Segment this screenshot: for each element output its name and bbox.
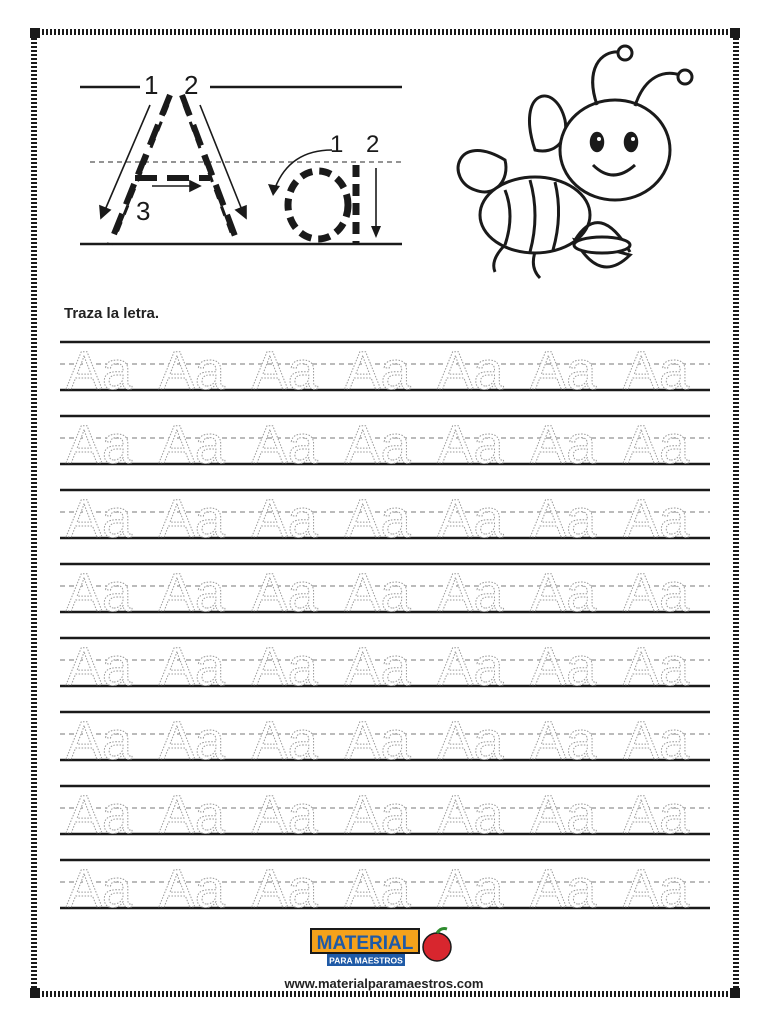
trace-letter-pair: Aa [66, 637, 133, 697]
trace-letter-pair: Aa [158, 341, 225, 401]
trace-letter-pair: Aa [251, 785, 318, 845]
apple-icon [423, 933, 451, 961]
trace-letter-pair: Aa [623, 711, 690, 771]
trace-letter-pair: Aa [437, 637, 504, 697]
trace-letter-pair: Aa [437, 341, 504, 401]
bee-illustration [435, 40, 705, 290]
footer [0, 925, 768, 991]
trace-letter-pair: Aa [158, 785, 225, 845]
trace-letter-pair: Aa [251, 489, 318, 549]
trace-letter-pair: Aa [344, 637, 411, 697]
letter-model-section [60, 50, 720, 300]
trace-letter-pair: Aa [344, 859, 411, 919]
trace-letter-pair: Aa [66, 711, 133, 771]
trace-letter-pair: Aa [623, 563, 690, 623]
trace-letter-pair: Aa [66, 563, 133, 623]
trace-letter-pair: Aa [344, 563, 411, 623]
trace-letter-pair: Aa [530, 711, 597, 771]
tracing-rows [60, 336, 710, 928]
trace-letter-pair: Aa [530, 415, 597, 475]
tracing-row [60, 410, 710, 484]
trace-letter-pair: Aa [251, 563, 318, 623]
tracing-row [60, 336, 710, 410]
stroke-number-1: 1 [144, 70, 159, 100]
trace-letter-pair: Aa [530, 785, 597, 845]
trace-letter-pair: Aa [251, 341, 318, 401]
trace-letter-pair: Aa [530, 859, 597, 919]
tracing-row [60, 484, 710, 558]
trace-letter-pair: Aa [437, 711, 504, 771]
trace-letter-pair: Aa [437, 785, 504, 845]
trace-letter-pair: Aa [251, 637, 318, 697]
trace-letter-pair: Aa [344, 341, 411, 401]
trace-letter-pair: Aa [251, 415, 318, 475]
trace-letter-pair: Aa [623, 489, 690, 549]
trace-letter-pair: Aa [158, 489, 225, 549]
trace-letter-pair: Aa [66, 489, 133, 549]
trace-letter-pair: Aa [66, 415, 133, 475]
logo-title: MATERIAL [316, 933, 414, 954]
trace-letter-pair: Aa [251, 859, 318, 919]
stroke-number-3: 3 [136, 196, 151, 226]
lower-stroke-number-1: 1 [330, 131, 344, 158]
tracing-row [60, 780, 710, 854]
trace-letter-pair: Aa [437, 415, 504, 475]
trace-letter-pair: Aa [66, 785, 133, 845]
lower-stroke-number-2: 2 [366, 131, 380, 158]
website-url: www.materialparamaestros.com [284, 976, 484, 991]
trace-letter-pair: Aa [437, 859, 504, 919]
trace-letter-pair: Aa [158, 711, 225, 771]
material-para-maestros-logo [309, 925, 459, 969]
trace-letter-pair: Aa [437, 489, 504, 549]
trace-letter-pair: Aa [623, 785, 690, 845]
letter-guide [60, 50, 420, 260]
trace-letter-pair: Aa [66, 859, 133, 919]
tracing-row [60, 632, 710, 706]
tracing-row [60, 854, 710, 928]
trace-letter-pair: Aa [437, 563, 504, 623]
trace-letter-pair: Aa [623, 415, 690, 475]
trace-letter-pair: Aa [344, 415, 411, 475]
trace-letter-pair: Aa [530, 341, 597, 401]
trace-letter-pair: Aa [158, 415, 225, 475]
instruction-text: Traza la letra. [64, 305, 160, 322]
trace-letter-pair: Aa [530, 563, 597, 623]
trace-letter-pair: Aa [344, 785, 411, 845]
trace-letter-pair: Aa [251, 711, 318, 771]
trace-letter-pair: Aa [344, 489, 411, 549]
trace-letter-pair: Aa [623, 341, 690, 401]
trace-letter-pair: Aa [623, 859, 690, 919]
trace-letter-pair: Aa [158, 859, 225, 919]
stroke-number-2: 2 [184, 70, 199, 100]
tracing-row [60, 558, 710, 632]
trace-letter-pair: Aa [530, 637, 597, 697]
trace-letter-pair: Aa [344, 711, 411, 771]
logo-subtitle: PARA MAESTROS [329, 955, 403, 966]
trace-letter-pair: Aa [530, 489, 597, 549]
tracing-row [60, 706, 710, 780]
trace-letter-pair: Aa [66, 341, 133, 401]
trace-letter-pair: Aa [623, 637, 690, 697]
trace-letter-pair: Aa [158, 637, 225, 697]
trace-letter-pair: Aa [158, 563, 225, 623]
